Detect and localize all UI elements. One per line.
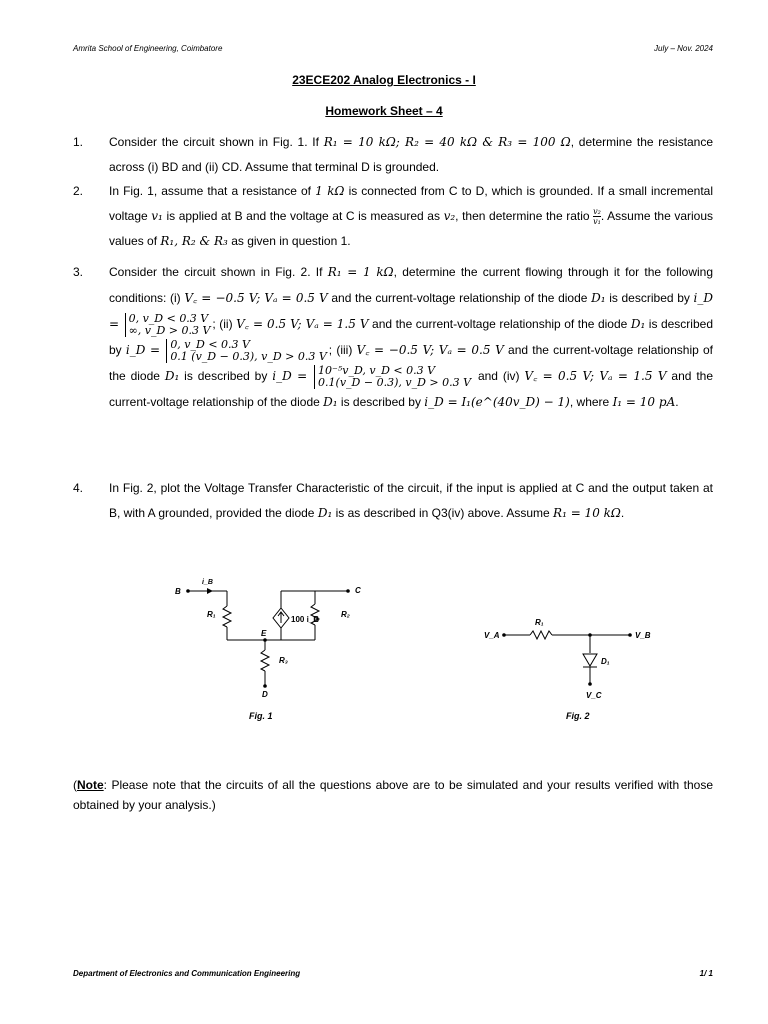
fig2-caption: Fig. 2 [566,711,590,721]
label-vc: V_C [586,691,602,700]
label-ib: i_B [202,579,213,586]
diode-d1-icon [583,654,597,666]
header-session: July – Nov. 2024 [654,44,713,53]
label-r1: R₁ [207,610,216,619]
label-vb: V_B [635,631,651,640]
label-source: 100 i_B [291,615,320,624]
question-number: 3. [73,265,84,279]
label-r2: R₂ [341,610,350,619]
label-d1: D₁ [601,657,610,666]
resistor-r3 [261,650,269,671]
question-1: 1. Consider the circuit shown in Fig. 1. If R₁ = 10 kΩ; R₂ = 40 kΩ & R₃ = 100 Ω, determine the resistance across (i) BD and (ii) CD. Assume that terminal D is grounded. [73,130,713,180]
resistor-r1 [530,631,552,639]
piecewise-1: 0, v_D < 0.3 V ∞, v_D > 0.3 V [125,313,211,337]
label-d: D [262,690,268,699]
label-r1: R₁ [535,618,544,627]
ratio-fraction: $\frac{\text{v₂}}{\text{v₁}}$ [593,207,601,227]
note: (Note: Please note that the circuits of all the questions above are to be simulated and your results verified with those obtained by your analysis.) [73,778,713,812]
fig2-circuit [480,610,670,705]
current-arrow-icon [207,588,213,594]
piecewise-2: 0, v_D < 0.3 V 0.1 (v_D − 0.3), v_D > 0.3 V [166,339,326,363]
question-number: 1. [73,135,84,149]
sheet-title: Homework Sheet – 4 [325,104,443,118]
label-r3: R₃ [279,656,288,665]
footer-page: 1/ 1 [699,969,713,978]
resistor-r1 [223,606,231,627]
question-2: 2. In Fig. 1, assume that a resistance of 1 kΩ is connected from C to D, which is grounded. If a small incremental voltage v₁ is applied at B and the voltage at C is measured as v₂, then determine the ratio $\frac{\text{v₂}}{\text{v₁}}$ . Assume the various values of R₁, R₂ & R₃ as given in question 1. [73,179,713,254]
question-3: 3. Consider the circuit shown in Fig. 2. If R₁ = 1 kΩ, determine the current flowing through it for the following conditions: (i) V꜀ = −0.5 V; Vₐ = 0.5 V and the current-voltage relationship of the diode D₁ is described by i_D = 0, v_D < 0.3 V ∞, v_D > 0.3 V ; (ii) V꜀ = 0.5 V; Vₐ = 1.5 V and the current-voltage relationship of the diode D₁ is described by i_D = 0, v_D < 0.3 V 0.1 (v_D − 0.3), v_D > 0.3 V ; (iii) V꜀ = −0.5 V; Vₐ = 0.5 V and the current-voltage relationship of the diode D₁ is described by i_D = 10⁻⁵v_D, v_D < 0.3 V 0.1(v_D − 0.3), v_D > 0.3 V and (iv) V꜀ = 0.5 V; Vₐ = 1.5 V and the current-voltage relationship of the diode D₁ is described by i_D = I₁(e^(40v_D) − 1), where I₁ = 10 pA. [73,259,713,415]
question-number: 2. [73,184,84,198]
footer-department: Department of Electronics and Communication Engineering [73,969,301,978]
label-c: C [355,586,361,595]
label-b: B [175,587,181,596]
question-4: 4. In Fig. 2, plot the Voltage Transfer Characteristic of the circuit, if the input is applied at C and the output taken at B, with A grounded, provided the diode D₁ is as described in Q3(iv) above. Assume R₁ = 10 kΩ. [73,476,713,526]
note-label: Note [77,778,104,792]
course-title: 23ECE202 Analog Electronics - I [292,73,476,87]
label-e: E [261,629,267,638]
label-va: V_A [484,631,500,640]
piecewise-3: 10⁻⁵v_D, v_D < 0.3 V 0.1(v_D − 0.3), v_D > 0.3 V [314,365,471,389]
fig1-circuit [165,572,365,707]
question-number: 4. [73,481,84,495]
fig1-caption: Fig. 1 [249,711,273,721]
header-institution: Amrita School of Engineering, Coimbatore [73,44,223,53]
